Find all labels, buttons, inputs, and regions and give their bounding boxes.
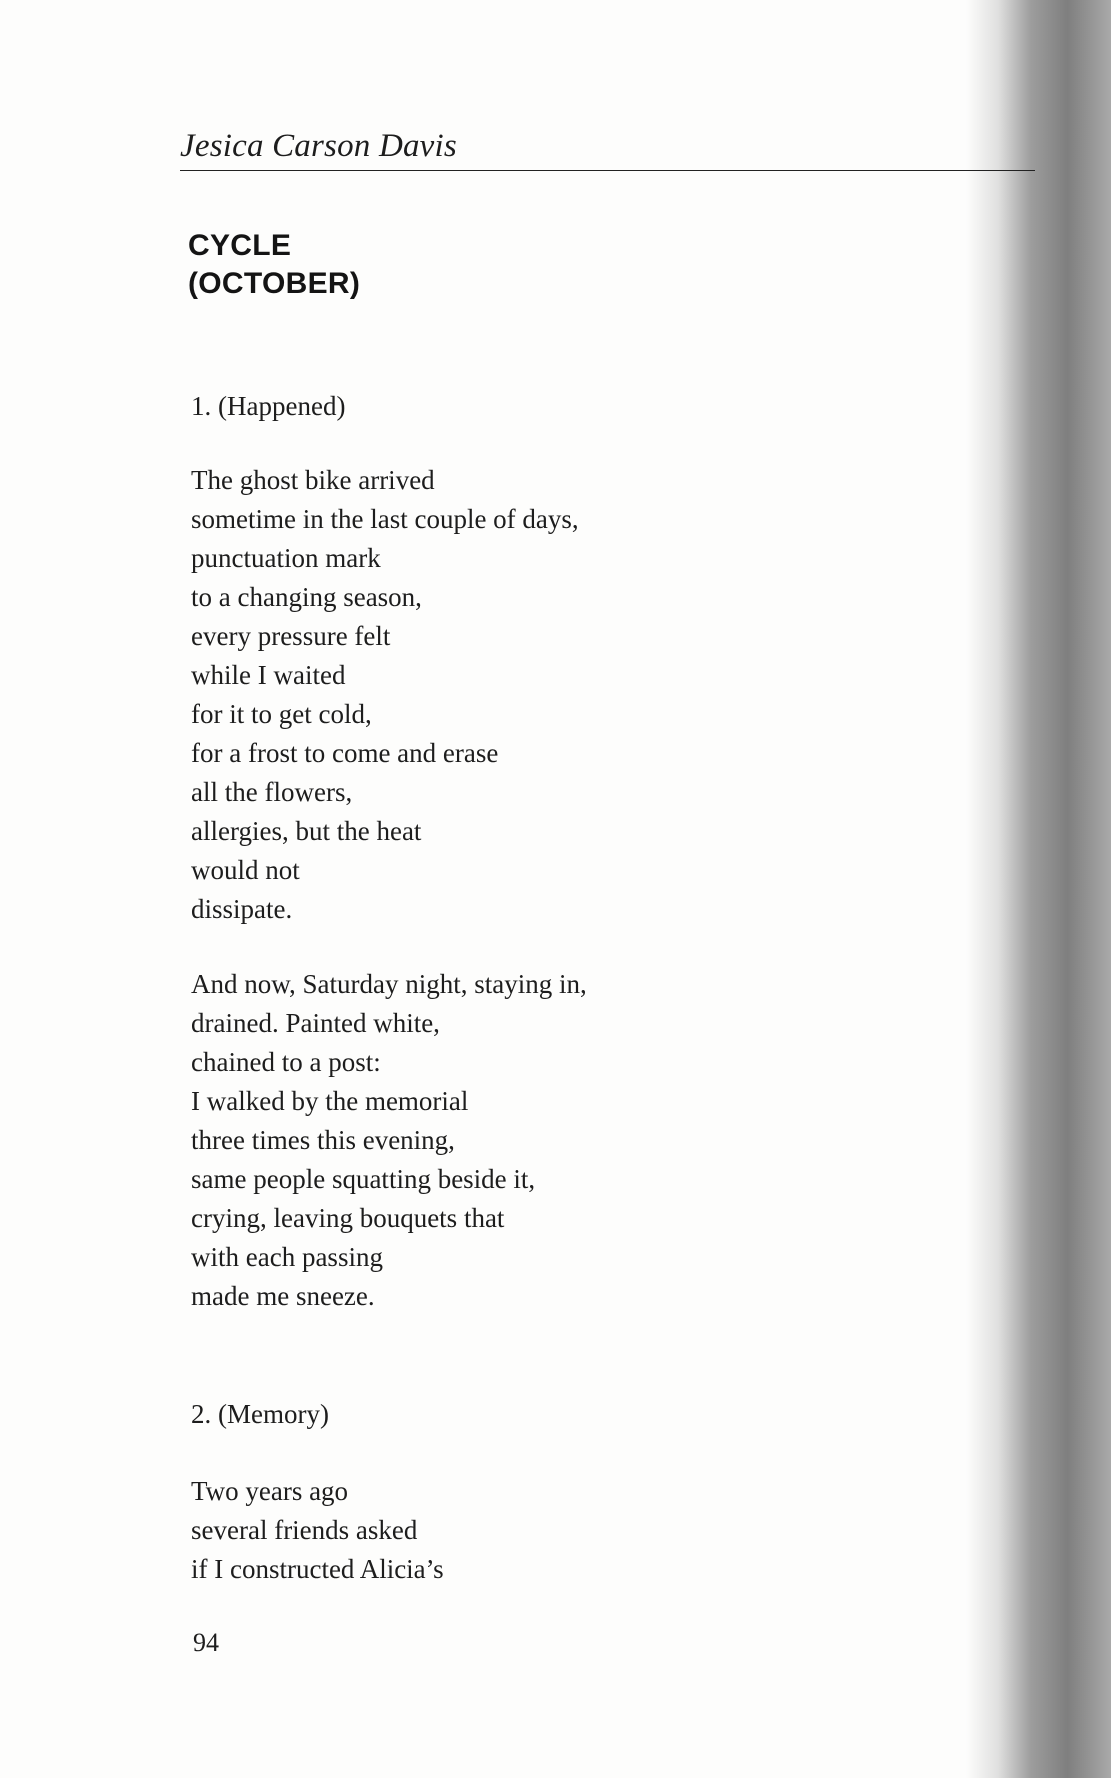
- poem-line: with each passing: [191, 1242, 383, 1272]
- facing-page-gutter-shadow: [966, 0, 1111, 1778]
- poem-line: crying, leaving bouquets that: [191, 1203, 505, 1233]
- poem-title-line: CYCLE: [188, 229, 292, 262]
- poem-line: punctuation mark: [191, 543, 381, 573]
- poem-line: Two years ago: [191, 1476, 349, 1506]
- poem-line: for it to get cold,: [191, 699, 372, 729]
- page-number: 94: [193, 1628, 219, 1657]
- stanza-3: [191, 1472, 444, 1589]
- header-rule: [180, 170, 1035, 171]
- poem-line: if I constructed Alicia’s: [191, 1554, 444, 1584]
- poem-line: drained. Painted white,: [191, 1008, 440, 1038]
- poem-line: The ghost bike arrived: [191, 465, 435, 495]
- poem-line: allergies, but the heat: [191, 816, 422, 846]
- poem-line: to a changing season,: [191, 582, 422, 612]
- poem-title: [188, 227, 360, 303]
- poem-line: every pressure felt: [191, 621, 391, 651]
- section-heading-happened: 1. (Happened): [191, 391, 346, 421]
- poem-line: three times this evening,: [191, 1125, 455, 1155]
- poem-line: for a frost to come and erase: [191, 738, 499, 768]
- poem-line: I walked by the memorial: [191, 1086, 469, 1116]
- poem-line: while I waited: [191, 660, 346, 690]
- poem-line: would not: [191, 855, 300, 885]
- poem-line: And now, Saturday night, staying in,: [191, 969, 587, 999]
- poem-line: chained to a post:: [191, 1047, 381, 1077]
- stanza-1: [191, 461, 579, 929]
- poem-line: sometime in the last couple of days,: [191, 504, 579, 534]
- poem-line: all the flowers,: [191, 777, 353, 807]
- stanza-2: [191, 965, 587, 1316]
- running-head-author: Jesica Carson Davis: [180, 128, 457, 164]
- section-heading-memory: 2. (Memory): [191, 1399, 329, 1429]
- poem-line: made me sneeze.: [191, 1281, 375, 1311]
- poem-line: several friends asked: [191, 1515, 418, 1545]
- poem-line: same people squatting beside it,: [191, 1164, 536, 1194]
- poem-title-subtitle: (OCTOBER): [188, 267, 361, 300]
- poem-line: dissipate.: [191, 894, 293, 924]
